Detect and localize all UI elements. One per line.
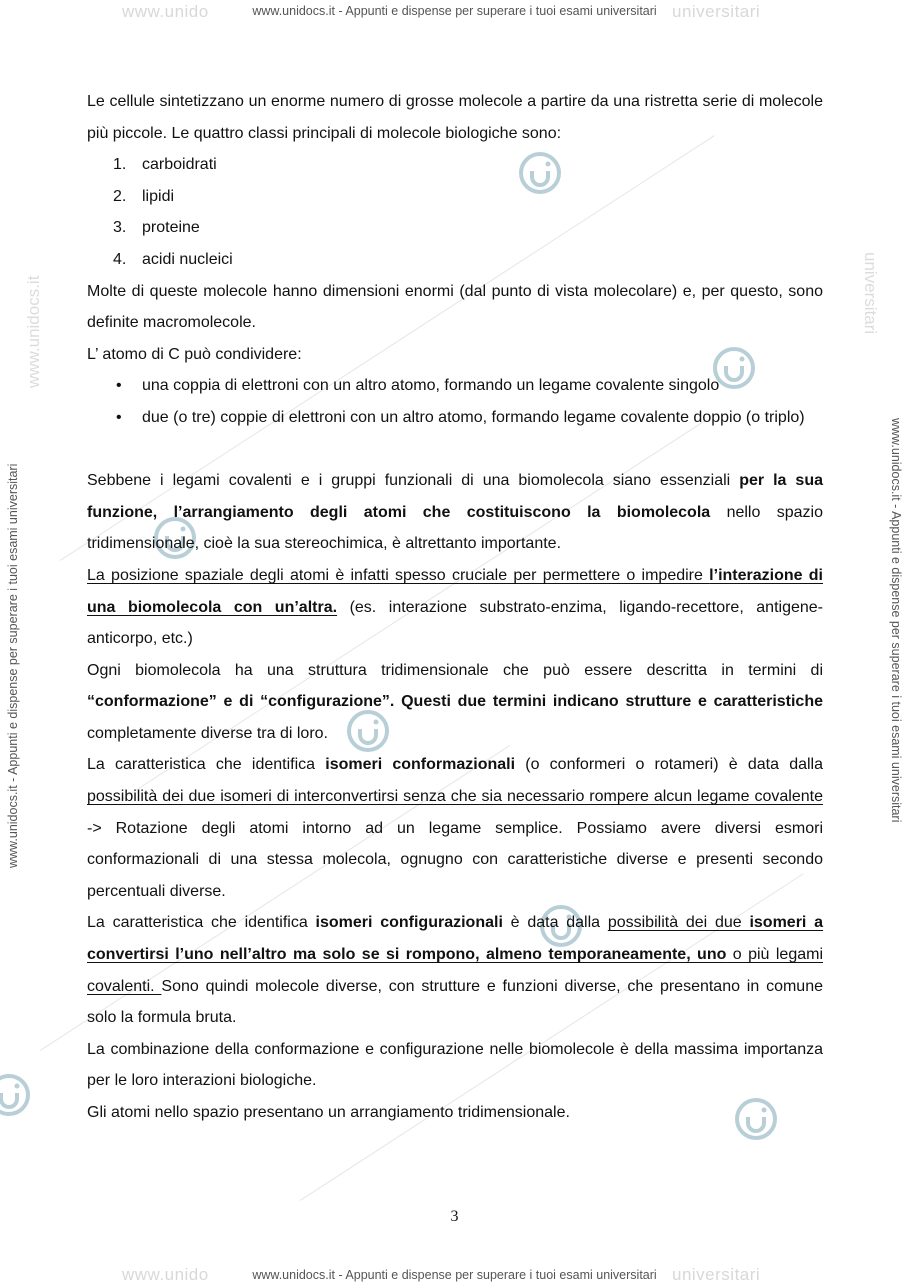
unidocs-logo-icon [0,1072,32,1118]
side-banner-left: www.unidocs.it - Appunti e dispense per superare i tuoi esami universitari [6,463,20,868]
bold-run: “conformazione” e di “configurazione”. Questi due termini indicano strutture e caratteristiche [87,693,823,711]
stereochemistry-paragraph [87,465,823,560]
spatial-position-paragraph [87,560,823,655]
underlined-run: possibilità dei due isomeri di interconvertirsi senza che sia necessario rompere alcun legame covalente [87,788,823,806]
molecule-classes-list [87,149,823,275]
intro-paragraph: Le cellule sintetizzano un enorme numero di grosse molecole a partire da una ristretta serie di molecole più piccole. Le quattro classi principali di molecole biologiche sono: [87,93,823,142]
list-item-text: due (o tre) coppie di elettroni con un altro atomo, formando legame covalente doppio (o triplo) [142,408,805,426]
underlined-run: possibilità dei due [607,914,750,932]
list-item-text: lipidi [142,187,175,205]
text-run: -> Rotazione degli atomi intorno ad un legame semplice. Possiamo avere diversi esmori conformazionali di una stessa molecola, ognugno con caratteristiche diverse e presenti secondo percentuali diverse. [87,819,823,900]
text-run: La caratteristica che identifica [87,756,326,774]
underlined-run: La posizione spaziale degli atomi è infatti spesso cruciale per permettere o impedire [87,566,710,584]
footer-banner: www.unidocs.it - Appunti e dispense per superare i tuoi esami universitari [252,1268,657,1282]
list-item [87,244,823,276]
bullet-icon: • [116,377,122,395]
list-number: 2. [113,187,127,205]
macromolecules-paragraph: Molte di queste molecole hanno dimensioni enormi (dal punto di vista molecolare) e, per questo, sono definite macromolecole. [87,282,823,332]
paragraph-gap [87,434,823,466]
page-number: 3 [450,1208,459,1225]
text-run: La caratteristica che identifica [87,914,316,932]
bold-run: isomeri conformazionali [325,756,516,774]
side-watermark-left: www.unidocs.it [24,275,43,388]
text-run: Sebbene i legami covalenti e i gruppi funzionali di una biomolecola siano essenziali [87,472,740,490]
configurational-isomers-paragraph [87,907,823,1033]
watermark-faint-right: universitari [672,2,761,21]
conformation-configuration-paragraph [87,655,823,750]
list-item [87,149,823,181]
underlined-bold-run: isomeri a convertirsi l’uno nell’altro ma solo se si rompono, almeno temporaneamente, uno [87,914,824,964]
closing-paragraph: Gli atomi nello spazio presentano un arrangiamento tridimensionale. [87,1104,570,1121]
list-item-text: carboidrati [142,156,217,174]
list-item-text: acidi nucleici [142,250,233,268]
watermark-faint-left: www.unido [122,2,209,21]
conformational-isomers-paragraph [87,749,823,907]
bullet-icon: • [116,408,122,426]
document-body [87,86,823,1129]
bold-run: per la sua funzione, l’arrangiamento degli atomi che costituiscono la biomolecola [87,472,823,521]
text-run: Ogni biomolecola ha una struttura tridimensionale che può essere descritta in termini di [87,661,823,679]
bold-run: isomeri configurazionali [315,914,503,932]
list-item-text: proteine [142,219,200,237]
side-watermark-right: universitari [861,252,880,335]
watermark-faint-right: universitari [672,1265,761,1284]
list-item-text: una coppia di elettroni con un altro atomo, formando un legame covalente singolo [142,377,720,395]
carbon-bond-list [87,370,823,433]
list-item [87,370,823,402]
text-run: Sono quindi molecole diverse, con strutture e funzioni diverse, che presentano in comune solo la formula bruta. [87,977,823,1027]
text-run: (es. interazione substrato-enzima, ligando-recettore, antigene-anticorpo, etc.) [87,598,823,648]
header-banner: www.unidocs.it - Appunti e dispense per superare i tuoi esami universitari [252,4,657,18]
text-run: completamente diverse tra di loro. [87,724,328,742]
underlined-bold-run: l’interazione di una biomolecola con un’altra. [87,566,824,616]
side-banner-right: www.unidocs.it - Appunti e dispense per superare i tuoi esami universitari [889,418,903,823]
watermark-faint-left: www.unido [122,1265,209,1284]
carbon-lead: L’ atomo di C può condividere: [87,345,302,363]
text-run: (o conformeri o rotameri) è data dalla [515,756,824,774]
list-number: 1. [113,156,127,174]
list-item [87,181,823,213]
combination-paragraph: La combinazione della conformazione e configurazione nelle biomolecole è della massima importanza per le loro interazioni biologiche. [87,1040,823,1090]
list-item [87,402,823,434]
list-number: 3. [113,219,127,237]
underlined-run: o più legami covalenti. [87,946,823,995]
text-run: è data dalla [502,914,608,932]
list-number: 4. [113,250,127,268]
text-run: nello spazio tridimensionale, cioè la sua stereochimica, è altrettanto importante. [87,503,824,553]
list-item [87,212,823,244]
